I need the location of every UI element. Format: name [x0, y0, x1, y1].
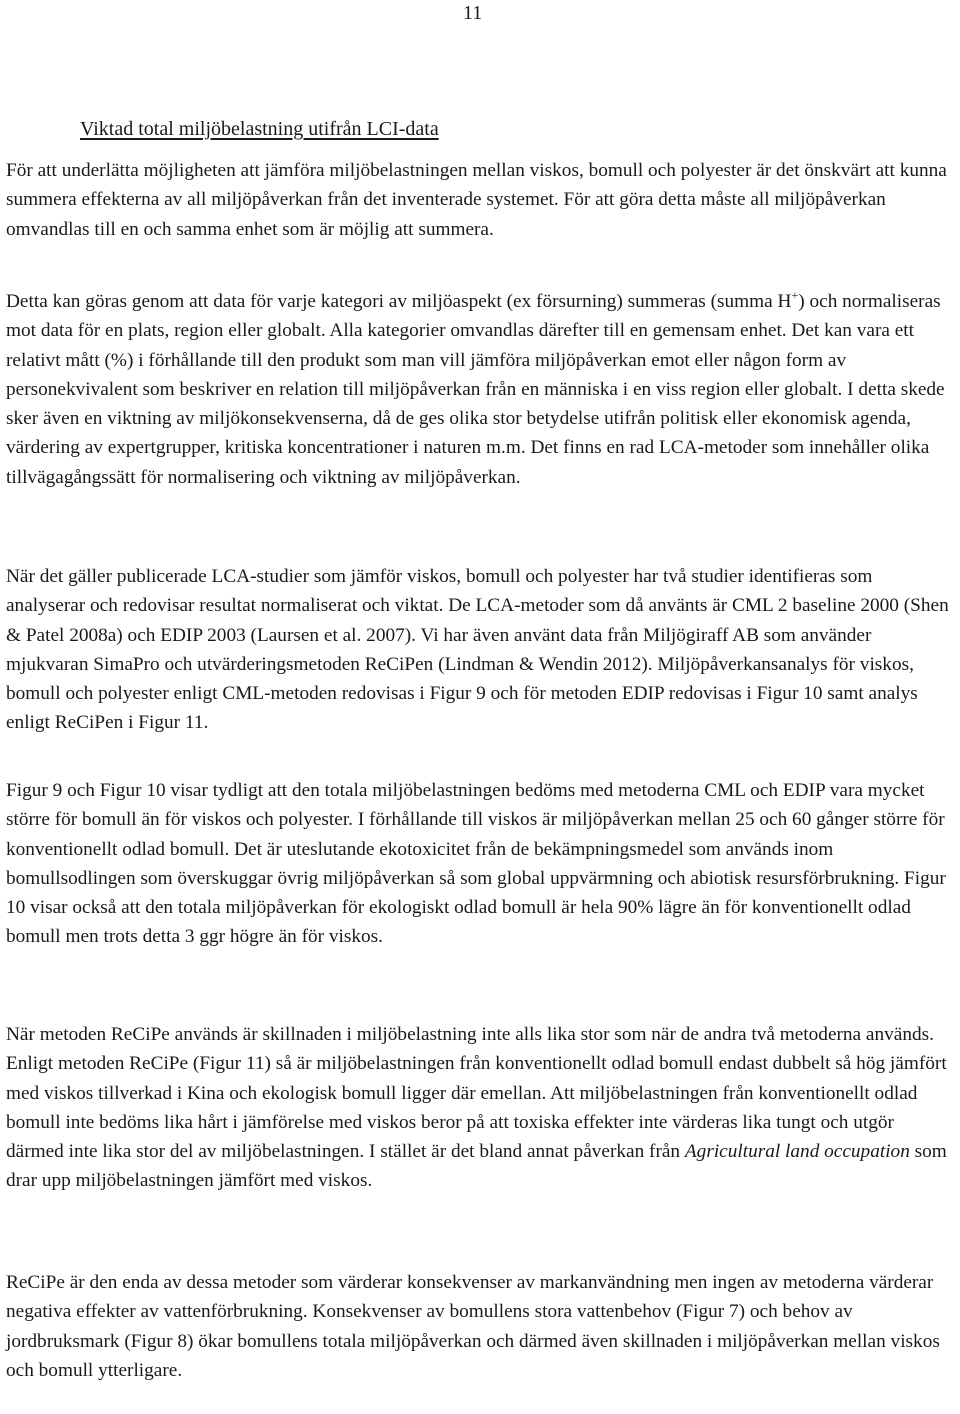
paragraph-6: ReCiPe är den enda av dessa metoder som värderar konsekvenser av markanvändning men ingen av metoderna värderar negativa effekter av vattenförbrukning. Konsekvenser av bomullens stora vattenbehov (Figur 7) och behov av jordbruksmark (Figur 8) ökar bomullens totala miljöpåverkan och därmed även skillnaden i miljöpåverkan mellan viskos och bomull ytterligare.	[6, 1272, 940, 1381]
superscript-plus: +	[791, 288, 799, 302]
paragraph-5-part-1: När metoden ReCiPe används är skillnaden i miljöbelastning inte alls lika stor som när de andra två metoderna används. Enligt metoden ReCiPe (Figur 11) så är miljöbelastningen från konventionellt odlad bomull endast dubbelt så hög jämfört med viskos tillverkad i Kina och ekologisk bomull ligger där emellan. Att miljöbelastningen från konventionellt odlad bomull inte bedöms lika hårt i jämförelse med viskos beror på att toxiska effekter inte värderas lika tungt och utgör därmed inte lika stor del av miljöbelastningen. I stället är det bland annat påverkan från	[6, 1024, 947, 1163]
paragraph-5	[6, 1020, 956, 1196]
paragraph-5-emphasis: Agricultural land occupation	[684, 1141, 910, 1163]
paragraph-2	[6, 287, 956, 492]
page-number: 11	[463, 2, 483, 24]
paragraph-3: När det gäller publicerade LCA-studier som jämför viskos, bomull och polyester har två studier identifieras som analyserar och redovisar resultat normaliserat och viktat. De LCA-metoder som då använts är CML 2 baseline 2000 (Shen & Patel 2008a) och EDIP 2003 (Laursen et al. 2007). Vi har även använt data från Miljögiraff AB som använder mjukvaran SimaPro och utvärderingsmetoden ReCiPen (Lindman & Wendin 2012). Miljöpåverkansanalys för viskos, bomull och polyester enligt CML-metoden redovisas i Figur 9 och för metoden EDIP redovisas i Figur 10 samt analys enligt ReCiPen i Figur 11.	[6, 566, 949, 734]
paragraph-4: Figur 9 och Figur 10 visar tydligt att den totala miljöbelastningen bedöms med metoderna CML och EDIP vara mycket större för bomull än för viskos och polyester. I förhållande till viskos är miljöpåverkan mellan 25 och 60 gånger större för konventionellt odlad bomull. Det är uteslutande ekotoxicitet från de bekämpningsmedel som används inom bomullsodlingen som överskuggar övrig miljöpåverkan så som global uppvärmning och abiotisk resursförbrukning. Figur 10 visar också att den totala miljöpåverkan för ekologiskt odlad bomull är hela 90% lägre än för konventionellt odlad bomull men trots detta 3 ggr högre än för viskos.	[6, 780, 946, 948]
section-heading: Viktad total miljöbelastning utifrån LCI-data	[80, 118, 439, 140]
paragraph-2-part-1: Detta kan göras genom att data för varje kategori av miljöaspekt (ex försurning) summeras (summa H	[6, 291, 792, 312]
paragraph-5-part-2: som drar upp miljöbelastningen jämfört med viskos.	[6, 1141, 947, 1192]
paragraph-1: För att underlätta möjligheten att jämföra miljöbelastningen mellan viskos, bomull och polyester är det önskvärt att kunna summera effekterna av all miljöpåverkan från det inventerade systemet. För att göra detta måste all miljöpåverkan omvandlas till en och samma enhet som är möjlig att summera.	[6, 160, 947, 240]
paragraph-2-part-2: ) och normaliseras mot data för en plats, region eller globalt. Alla kategorier omvandlas därefter till en gemensam enhet. Det kan vara ett relativt mått (%) i förhållande till den produkt som man vill jämföra miljöpåverkan emot eller någon form av personekvivalent som beskriver en relation till miljöpåverkan från en människa i en viss region eller globalt. I detta skede sker även en viktning av miljökonsekvenserna, då de ges olika stor betydelse utifrån politisk eller ekonomisk agenda, värdering av expertgrupper, kritiska koncentrationer i naturen m.m. Det finns en rad LCA-metoder som innehåller olika tillvägagångssätt för normalisering och viktning av miljöpåverkan.	[6, 291, 945, 488]
